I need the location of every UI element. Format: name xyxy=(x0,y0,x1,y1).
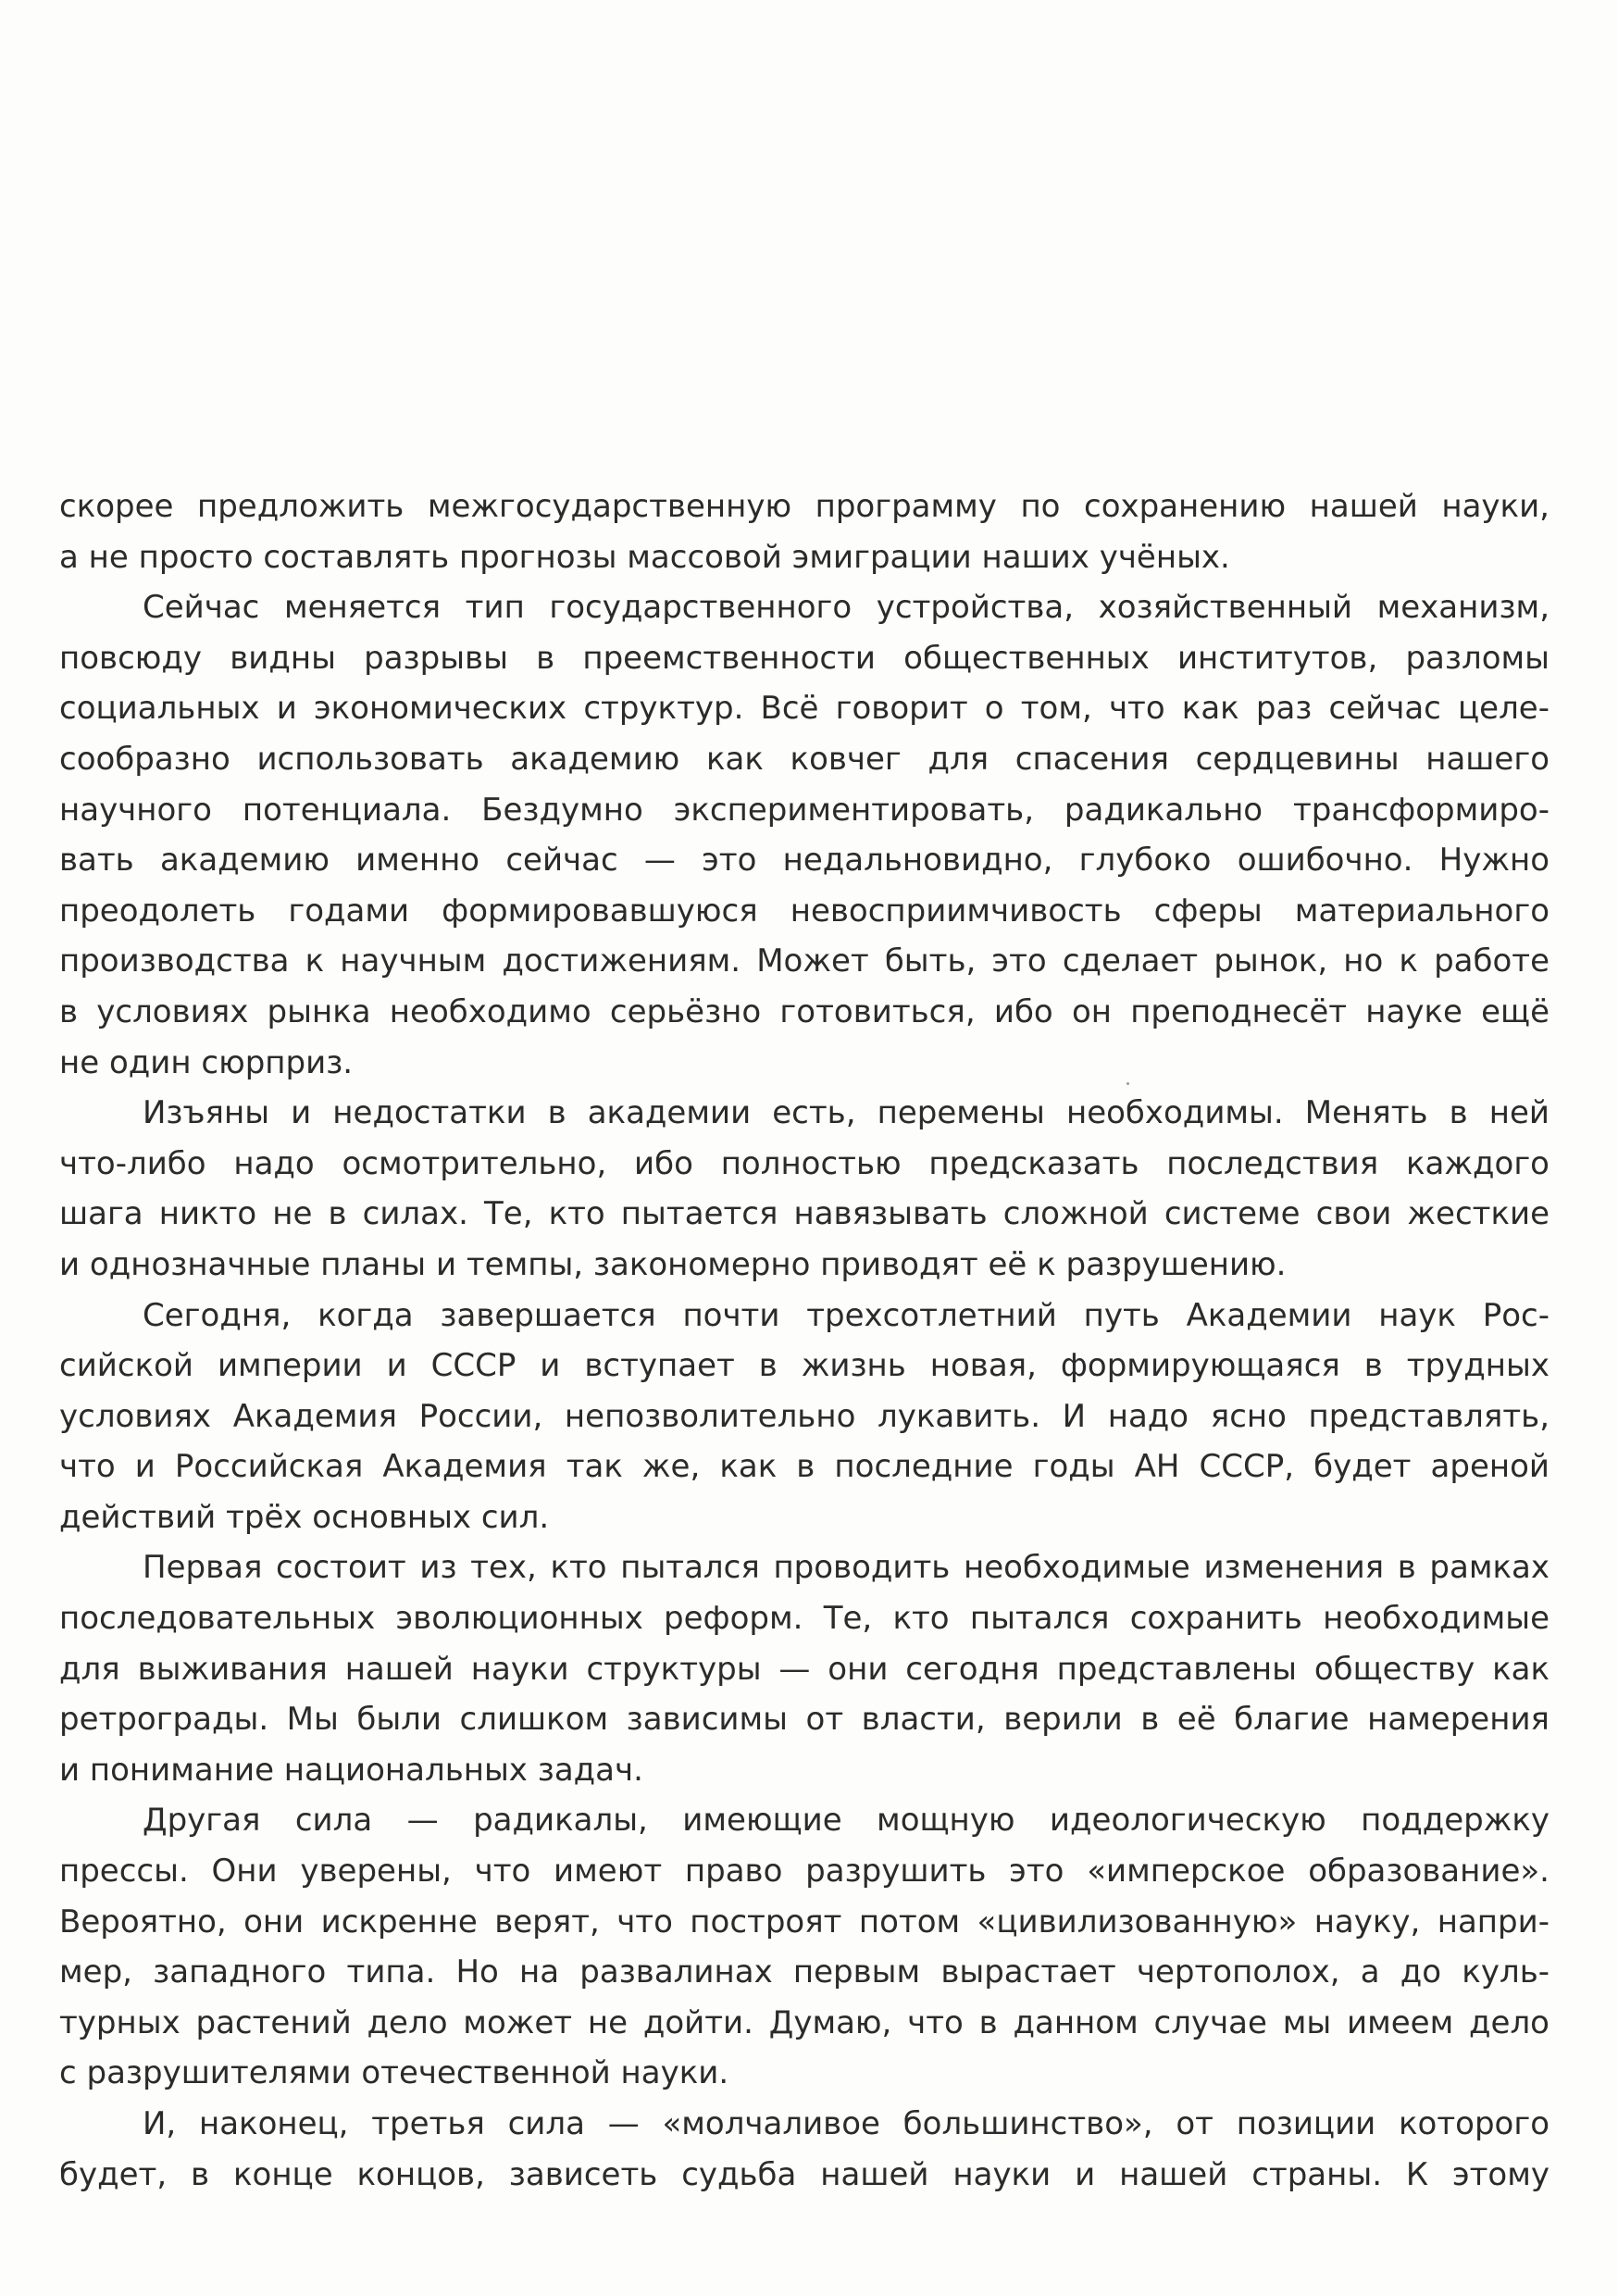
text-line: повсюду видны разрывы в преемственности общественных институтов, разломы xyxy=(59,639,1550,677)
scan-speck xyxy=(1126,1082,1129,1085)
text-line: Первая состоит из тех, кто пытался проводить необходимые изменения в рамках xyxy=(143,1549,1550,1587)
text-line: производства к научным достижениям. Может быть, это сделает рынок, но к работе xyxy=(59,942,1550,980)
text-line: мер, западного типа. Но на развалинах первым вырастает чертополох, а до куль- xyxy=(59,1953,1550,1991)
text-line: сийской империи и СССР и вступает в жизнь новая, формирующаяся в трудных xyxy=(59,1347,1550,1385)
text-line: последовательных эволюционных реформ. Те, кто пытался сохранить необходимые xyxy=(59,1600,1550,1638)
text-line: сообразно использовать академию как ковчег для спасения сердцевины нашего xyxy=(59,740,1550,778)
text-line: шага никто не в силах. Те, кто пытается навязывать сложной системе свои жесткие xyxy=(59,1195,1550,1233)
text-line: в условиях рынка необходимо серьёзно готовиться, ибо он преподнесёт науке ещё xyxy=(59,992,1550,1030)
text-line: а не просто составлять прогнозы массовой эмиграции наших учёных. xyxy=(59,538,1230,576)
text-line: ретрограды. Мы были слишком зависимы от власти, верили в её благие намерения xyxy=(59,1701,1550,1739)
text-line: условиях Академия России, непозволительно лукавить. И надо ясно представлять, xyxy=(59,1397,1550,1435)
body-text xyxy=(59,481,1550,2200)
paragraph xyxy=(59,2099,1550,2200)
text-line: и однозначные планы и темпы, закономерно приводят её к разрушению. xyxy=(59,1245,1287,1283)
text-line: прессы. Они уверены, что имеют право разрушить это «имперское образование». xyxy=(59,1853,1550,1890)
text-line: и понимание национальных задач. xyxy=(59,1751,643,1789)
text-line: с разрушителями отечественной науки. xyxy=(59,2054,729,2092)
text-line: Изъяны и недостатки в академии есть, перемены необходимы. Менять в ней xyxy=(143,1094,1550,1132)
text-line: для выживания нашей науки структуры — они сегодня представлены обществу как xyxy=(59,1650,1550,1688)
text-line: Сейчас меняется тип государственного устройства, хозяйственный механизм, xyxy=(143,589,1550,627)
text-line: Вероятно, они искренне верят, что построят потом «цивилизованную» науку, напри- xyxy=(59,1903,1550,1940)
text-line: И, наконец, третья сила — «молчаливое большинство», от позиции которого xyxy=(143,2105,1550,2142)
paragraph xyxy=(59,481,1550,582)
text-line: Другая сила — радикалы, имеющие мощную идеологическую поддержку xyxy=(143,1802,1550,1840)
text-line: что и Российская Академия так же, как в последние годы АН СССР, будет ареной xyxy=(59,1448,1550,1486)
paragraph xyxy=(59,1088,1550,1290)
paragraph xyxy=(59,1795,1550,2099)
text-line: что-либо надо осмотрительно, ибо полностью предсказать последствия каждого xyxy=(59,1144,1550,1182)
text-line: вать академию именно сейчас — это недальновидно, глубоко ошибочно. Нужно xyxy=(59,842,1550,880)
text-line: турных растений дело может не дойти. Думаю, что в данном случае мы имеем дело xyxy=(59,2003,1550,2041)
paragraph xyxy=(59,1291,1550,1543)
paragraph xyxy=(59,582,1550,1088)
text-line: Сегодня, когда завершается почти трехсотлетний путь Академии наук Рос- xyxy=(143,1296,1550,1334)
text-line: не один сюрприз. xyxy=(59,1043,354,1081)
text-line: преодолеть годами формировавшуюся невосприимчивость сферы материального xyxy=(59,892,1550,930)
text-line: научного потенциала. Бездумно экспериментировать, радикально трансформиро- xyxy=(59,791,1550,829)
paragraph xyxy=(59,1542,1550,1795)
text-line: действий трёх основных сил. xyxy=(59,1498,550,1536)
text-line: скорее предложить межгосударственную программу по сохранению нашей науки, xyxy=(59,488,1550,525)
text-line: социальных и экономических структур. Всё говорит о том, что как раз сейчас целе- xyxy=(59,690,1550,728)
text-line: будет, в конце концов, зависеть судьба нашей науки и нашей страны. К этому xyxy=(59,2155,1550,2193)
